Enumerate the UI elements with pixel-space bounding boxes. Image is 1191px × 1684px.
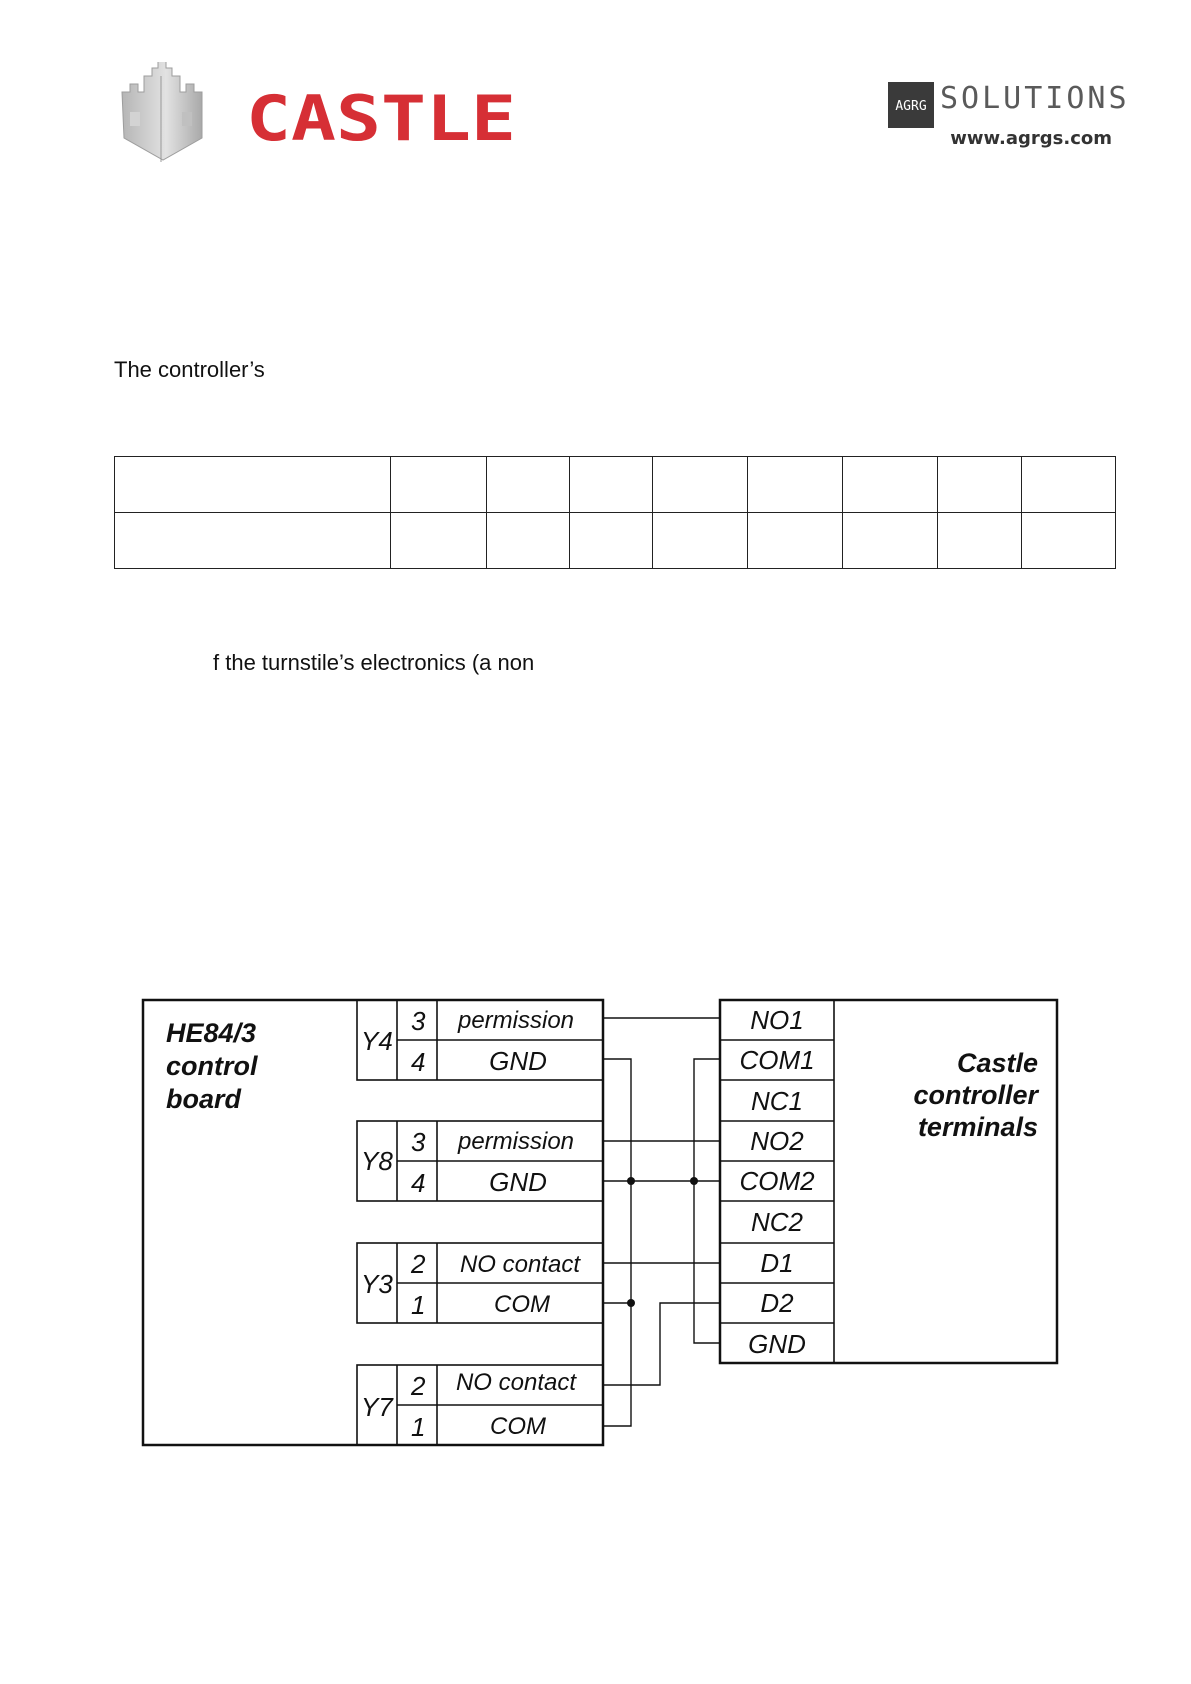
pin-number: 4: [411, 1168, 426, 1198]
connector-y4: [357, 1000, 603, 1080]
pin-signal: permission: [457, 1007, 575, 1034]
table-row: [115, 457, 1116, 513]
pin-number: 3: [411, 1127, 426, 1157]
wire-com1: [694, 1059, 720, 1181]
table-cell: [843, 457, 938, 513]
wire-gnd: [694, 1181, 720, 1343]
partner-badge-text: AGRG: [895, 99, 927, 114]
terminal-column: [720, 1005, 834, 1359]
website-url[interactable]: www.agrgs.com: [950, 128, 1112, 149]
connector-label: Y4: [361, 1026, 393, 1056]
junction-dot: [690, 1177, 698, 1185]
wire-y7-no-d2: [603, 1303, 720, 1385]
terminal-label: NO2: [750, 1126, 804, 1156]
table-cell: [938, 513, 1022, 569]
pin-signal: GND: [489, 1167, 547, 1197]
castle-wordmark: [246, 88, 516, 146]
table-cell: [115, 513, 391, 569]
pin-signal: GND: [489, 1046, 547, 1076]
brand-name: CASTLE: [246, 88, 516, 146]
table-cell: [653, 513, 748, 569]
junction-dot: [627, 1299, 635, 1307]
pin-signal: COM: [490, 1413, 546, 1440]
pin-signal: NO contact: [455, 1369, 577, 1396]
table-cell: [748, 513, 843, 569]
terminal-label: NC2: [750, 1207, 804, 1237]
table-cell: [391, 457, 487, 513]
pin-number: 1: [411, 1412, 426, 1442]
board-title-line-1: HE84/3: [166, 1018, 257, 1048]
terminal-label: D1: [760, 1248, 794, 1278]
pin-number: 1: [411, 1290, 426, 1320]
partner-logo-text: SOLUTIONS: [940, 81, 1130, 116]
table-cell: [115, 457, 391, 513]
table-cell: [653, 457, 748, 513]
connector-y3: [357, 1243, 603, 1323]
terminal-label: COM1: [739, 1045, 815, 1075]
pin-number: 2: [411, 1249, 426, 1279]
table-cell: [843, 513, 938, 569]
controller-title-line-1: Castle: [956, 1048, 1038, 1078]
table-cell: [1022, 457, 1116, 513]
terminal-label: GND: [748, 1329, 806, 1359]
table-cell: [487, 513, 570, 569]
table-cell: [1022, 513, 1116, 569]
connector-y7: [357, 1365, 603, 1445]
wires: [603, 1018, 720, 1426]
intro-paragraph: The controller’s: [114, 357, 265, 382]
pin-number: 3: [411, 1006, 426, 1036]
table-cell: [487, 457, 570, 513]
connector-label: Y7: [361, 1392, 393, 1422]
board-title-line-2: control: [166, 1051, 258, 1081]
junction-dot: [627, 1177, 635, 1185]
castle-tower-logo: [112, 62, 210, 164]
pin-number: 4: [411, 1047, 426, 1077]
spec-table: [114, 456, 1116, 569]
terminal-label: COM2: [739, 1166, 815, 1196]
pin-signal: COM: [494, 1291, 550, 1318]
terminal-label: NC1: [750, 1086, 804, 1116]
controller-title-line-3: terminals: [917, 1112, 1038, 1142]
table-cell: [748, 457, 843, 513]
wiring-diagram: [140, 998, 1060, 1450]
table-cell: [570, 513, 653, 569]
controller-title-line-2: controller: [913, 1080, 1038, 1110]
table-row: [115, 513, 1116, 569]
connector-label: Y8: [361, 1146, 393, 1176]
note-paragraph: f the turnstile’s electronics (a non: [213, 650, 535, 675]
table-cell: [938, 457, 1022, 513]
wire-y4-gnd: [603, 1059, 631, 1426]
board-title-line-3: board: [166, 1084, 242, 1114]
table-cell: [570, 457, 653, 513]
terminal-label: D2: [760, 1288, 794, 1318]
terminal-label: NO1: [750, 1005, 804, 1035]
pin-signal: permission: [457, 1128, 575, 1155]
table-cell: [391, 513, 487, 569]
pin-signal: NO contact: [459, 1251, 581, 1278]
pin-number: 2: [411, 1371, 426, 1401]
connector-label: Y3: [361, 1269, 393, 1299]
connector-y8: [357, 1121, 603, 1201]
